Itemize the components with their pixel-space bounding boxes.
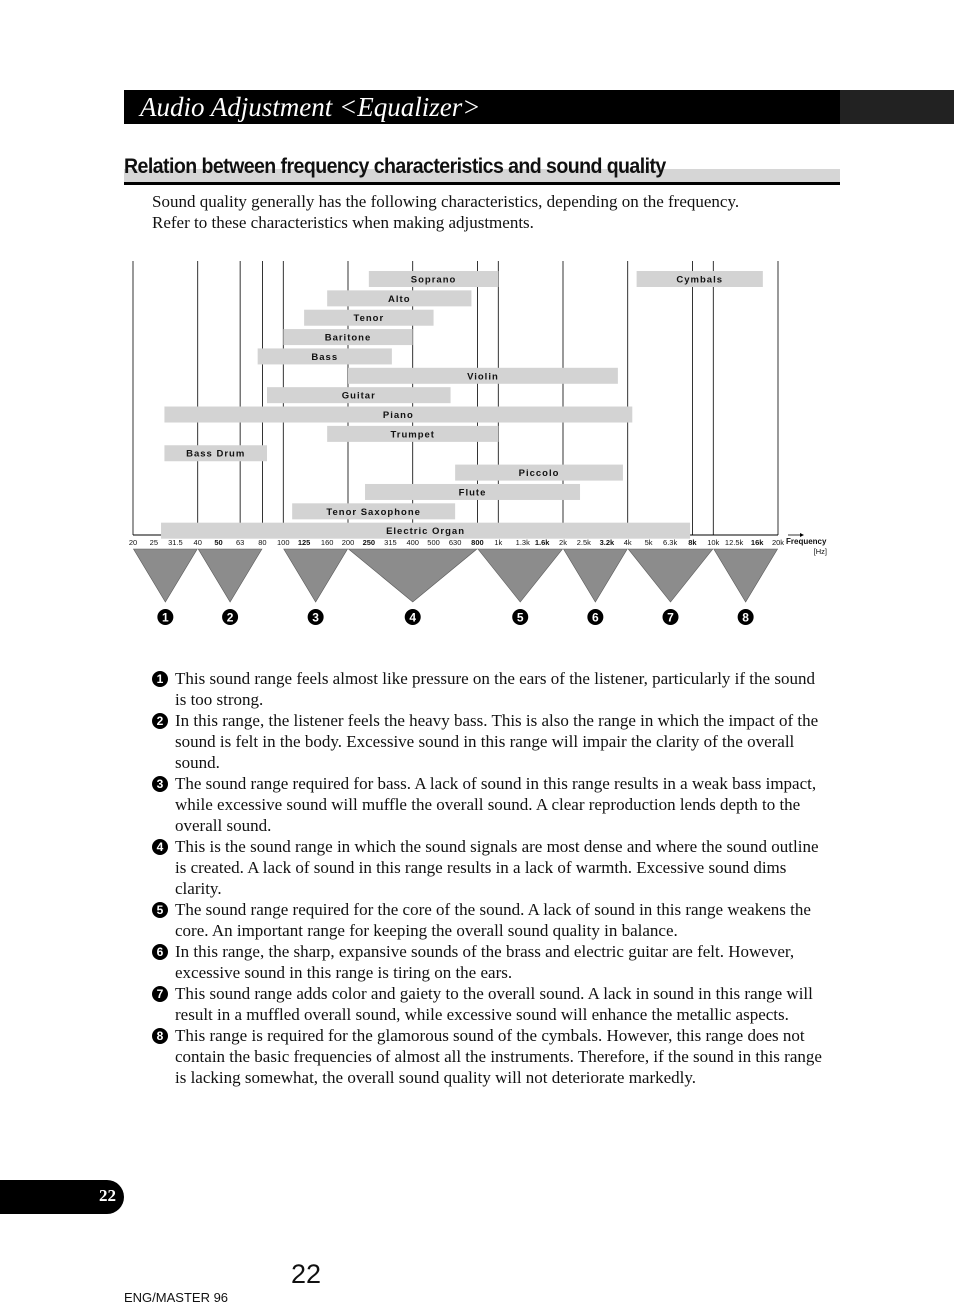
tick-label: 20: [128, 538, 138, 547]
range-marker-label-4: 4: [409, 610, 417, 625]
tick-label: 3.2k: [599, 538, 615, 547]
note-1: [152, 668, 822, 710]
x-axis-unit: [Hz]: [813, 547, 827, 556]
tick-label: 4k: [623, 538, 632, 547]
range-funnel-7: [628, 549, 713, 602]
bar-label-bass-drum: Bass Drum: [186, 448, 246, 460]
intro-line-1: Sound quality generally has the following characteristics, depending on the frequency.: [152, 192, 740, 211]
page-tab: [0, 1180, 124, 1214]
range-funnel-1: [134, 549, 198, 602]
tick-label: 1k: [494, 538, 503, 547]
bar-label-tenor: Tenor: [353, 313, 385, 325]
note-marker-2: 2: [152, 713, 168, 729]
tick-label: 6.3k: [663, 538, 678, 547]
tick-label: 31.5: [168, 538, 183, 547]
tick-label: 315: [384, 538, 397, 547]
intro-line-2: Refer to these characteristics when making adjustments.: [152, 213, 534, 232]
tick-label: 8k: [688, 538, 697, 547]
frequency-chart: [124, 258, 840, 638]
note-5: [152, 899, 822, 941]
note-marker-7: 7: [152, 986, 168, 1002]
range-marker-label-8: 8: [742, 610, 749, 625]
title-bar-tab: [840, 90, 954, 124]
tick-label: 100: [277, 538, 290, 547]
section-heading: Relation between frequency characteristics and sound quality: [124, 155, 666, 178]
tick-label: 2.5k: [576, 538, 591, 547]
note-text-8: This range is required for the glamorous sound of the cymbals. However, this range does not contain the basic frequencies of almost all the instruments. Therefore, if the sound in this range is lacking somewhat, the overall sound quality will not deteriorate markedly.: [175, 1026, 822, 1087]
tick-label: 800: [471, 538, 484, 547]
bar-label-soprano: Soprano: [410, 274, 457, 286]
bar-label-piccolo: Piccolo: [518, 468, 560, 480]
bar-label-flute: Flute: [458, 487, 487, 499]
page-title: Audio Adjustment <Equalizer>: [140, 92, 481, 122]
range-funnel-6: [564, 549, 628, 602]
tick-label: 160: [320, 538, 334, 547]
note-text-6: In this range, the sharp, expansive sounds of the brass and electric guitar are felt. However, excessive sound in this range is tiring on the ears.: [175, 942, 795, 982]
note-marker-8: 8: [152, 1028, 168, 1044]
tick-label: 1.6k: [534, 538, 550, 547]
tick-label: 20k: [771, 538, 785, 547]
bar-label-piano: Piano: [382, 410, 414, 422]
bar-label-tenor-saxophone: Tenor Saxophone: [326, 506, 421, 518]
bar-label-cymbals: Cymbals: [676, 274, 724, 286]
note-text-7: This sound range adds color and gaiety to the overall sound. A lack in sound in this range will result in a muffled overall sound, while excessive sound will enhance the metallic aspects.: [175, 984, 813, 1024]
tick-label: 50: [214, 538, 223, 547]
tick-label: 2k: [559, 538, 567, 547]
tick-label: 500: [427, 538, 440, 547]
note-3: [152, 773, 822, 836]
note-marker-1: 1: [152, 671, 168, 687]
range-marker-label-6: 6: [592, 610, 599, 625]
note-8: [152, 1025, 822, 1088]
notes-list: [152, 668, 822, 1088]
range-funnel-3: [284, 549, 348, 602]
bar-label-violin: Violin: [467, 371, 499, 383]
note-text-1: This sound range feels almost like pressure on the ears of the listener, particularly if the sound is too strong.: [175, 669, 815, 709]
tick-label: 400: [406, 538, 419, 547]
range-marker-label-5: 5: [516, 610, 524, 625]
tick-label: 10k: [707, 538, 720, 547]
range-funnel-2: [198, 549, 262, 602]
range-funnel-4: [349, 549, 477, 602]
note-text-2: In this range, the listener feels the heavy bass. This is also the range in which the impact of the sound is felt in the body. Excessive sound in this range will impair the clarity of the overall sound.: [175, 711, 819, 772]
tick-label: 80: [258, 538, 267, 547]
note-4: [152, 836, 822, 899]
note-7: [152, 983, 822, 1025]
tick-label: 63: [235, 538, 245, 547]
page-tab-number: 22: [99, 1186, 116, 1205]
tick-label: 12.5k: [724, 538, 744, 547]
range-marker-label-3: 3: [312, 610, 319, 625]
tick-label: 200: [341, 538, 355, 547]
bar-label-bass: Bass: [311, 351, 339, 363]
range-funnel-5: [478, 549, 563, 602]
range-marker-label-2: 2: [226, 610, 234, 625]
note-marker-3: 3: [152, 776, 168, 792]
tick-label: 250: [362, 538, 376, 547]
range-funnel-8: [714, 549, 778, 602]
tick-label: 1.3k: [515, 538, 530, 547]
footer-code: ENG/MASTER 96: [124, 1290, 229, 1305]
tick-label: 25: [149, 538, 159, 547]
tick-label: 630: [448, 538, 462, 547]
title-bar: [124, 90, 840, 124]
note-text-5: The sound range required for the core of the sound. A lack of sound in this range weakens the core. An important range for keeping the overall sound quality in balance.: [175, 900, 811, 940]
tick-label: 125: [297, 538, 311, 547]
tick-label: 5k: [644, 538, 653, 547]
note-text-4: This is the sound range in which the sound signals are most dense and where the sound outline is created. A lack of sound in this range results in a lack of warmth. Excessive sound dims clarity.: [175, 837, 819, 898]
note-marker-4: 4: [152, 839, 168, 855]
intro-text: [152, 191, 812, 233]
bar-label-electric-organ: Electric Organ: [386, 526, 466, 538]
footer-page-number: 22: [291, 1259, 322, 1289]
range-marker-label-7: 7: [667, 610, 674, 625]
bar-label-guitar: Guitar: [341, 390, 376, 402]
note-2: [152, 710, 822, 773]
bar-label-alto: Alto: [388, 293, 411, 305]
note-marker-6: 6: [152, 944, 168, 960]
bar-label-trumpet: Trumpet: [390, 429, 435, 441]
note-6: [152, 941, 822, 983]
note-text-3: The sound range required for bass. A lack of sound in this range results in a weak bass impact, while excessive sound will muffle the overall sound. A clear reproduction lends depth to the overall sound.: [175, 774, 817, 835]
tick-label: 16k: [750, 538, 764, 547]
tick-label: 40: [193, 538, 202, 547]
section-heading-rule: [124, 182, 840, 185]
note-marker-5: 5: [152, 902, 168, 918]
range-marker-label-1: 1: [162, 610, 169, 625]
bar-label-baritone: Baritone: [324, 332, 372, 344]
x-axis-label: Frequency: [786, 537, 827, 546]
